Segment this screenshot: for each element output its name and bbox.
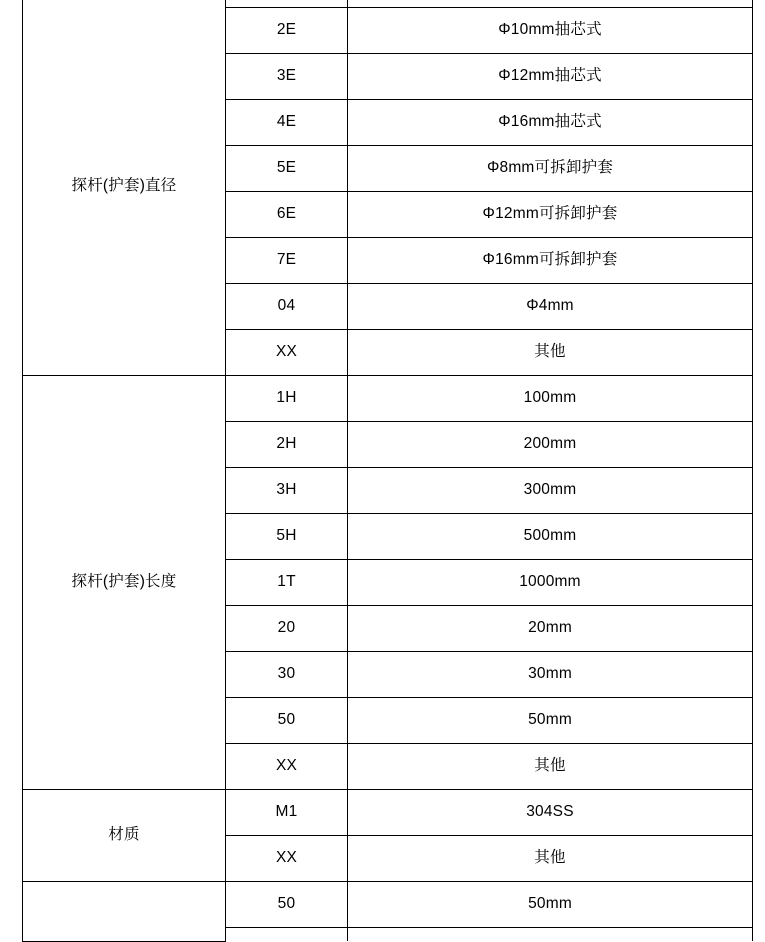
code-cell: 3H bbox=[226, 467, 348, 513]
table-row bbox=[23, 881, 753, 927]
desc-cell: Φ10mm抽芯式 bbox=[348, 7, 753, 53]
code-cell: 4E bbox=[226, 99, 348, 145]
desc-cell: 100mm bbox=[348, 375, 753, 421]
desc-cell: Φ16mm可拆卸护套 bbox=[348, 237, 753, 283]
code-cell: 50 bbox=[226, 881, 348, 927]
desc-cell: 50mm bbox=[348, 881, 753, 927]
code-cell: XX bbox=[226, 743, 348, 789]
desc-cell: Φ4mm bbox=[348, 283, 753, 329]
group-cell-material: 材质 bbox=[23, 789, 226, 881]
code-cell: 1H bbox=[226, 375, 348, 421]
code-cell: XX bbox=[226, 835, 348, 881]
code-cell: 1T bbox=[226, 559, 348, 605]
desc-cell: Φ12mm可拆卸护套 bbox=[348, 191, 753, 237]
code-cell: 7E bbox=[226, 237, 348, 283]
code-cell: 2E bbox=[226, 7, 348, 53]
code-cell: 3E bbox=[226, 53, 348, 99]
desc-cell: 300mm bbox=[348, 467, 753, 513]
desc-cell bbox=[348, 927, 753, 941]
code-cell: XX bbox=[226, 329, 348, 375]
desc-cell: 其他 bbox=[348, 835, 753, 881]
code-cell: 5H bbox=[226, 513, 348, 559]
code-cell: 30 bbox=[226, 651, 348, 697]
desc-cell: 20mm bbox=[348, 605, 753, 651]
code-cell bbox=[226, 927, 348, 941]
desc-cell: 304SS bbox=[348, 789, 753, 835]
code-cell: 5E bbox=[226, 145, 348, 191]
code-cell: 50 bbox=[226, 697, 348, 743]
code-cell: 6E bbox=[226, 191, 348, 237]
desc-cell: 其他 bbox=[348, 329, 753, 375]
table-row bbox=[23, 789, 753, 835]
code-cell bbox=[226, 0, 348, 7]
group-cell-diameter: 探杆(护套)直径 bbox=[23, 0, 226, 375]
desc-cell: 50mm bbox=[348, 697, 753, 743]
desc-cell bbox=[348, 0, 753, 7]
desc-cell: 30mm bbox=[348, 651, 753, 697]
desc-cell: Φ16mm抽芯式 bbox=[348, 99, 753, 145]
code-cell: M1 bbox=[226, 789, 348, 835]
specification-table bbox=[22, 0, 753, 942]
desc-cell: 1000mm bbox=[348, 559, 753, 605]
desc-cell: 200mm bbox=[348, 421, 753, 467]
desc-cell: 500mm bbox=[348, 513, 753, 559]
desc-cell: Φ8mm可拆卸护套 bbox=[348, 145, 753, 191]
group-cell-next bbox=[23, 881, 226, 941]
desc-cell: 其他 bbox=[348, 743, 753, 789]
code-cell: 20 bbox=[226, 605, 348, 651]
group-cell-length: 探杆(护套)长度 bbox=[23, 375, 226, 789]
code-cell: 04 bbox=[226, 283, 348, 329]
code-cell: 2H bbox=[226, 421, 348, 467]
desc-cell: Φ12mm抽芯式 bbox=[348, 53, 753, 99]
table-row bbox=[23, 0, 753, 7]
table-row bbox=[23, 375, 753, 421]
table-body bbox=[23, 0, 753, 941]
